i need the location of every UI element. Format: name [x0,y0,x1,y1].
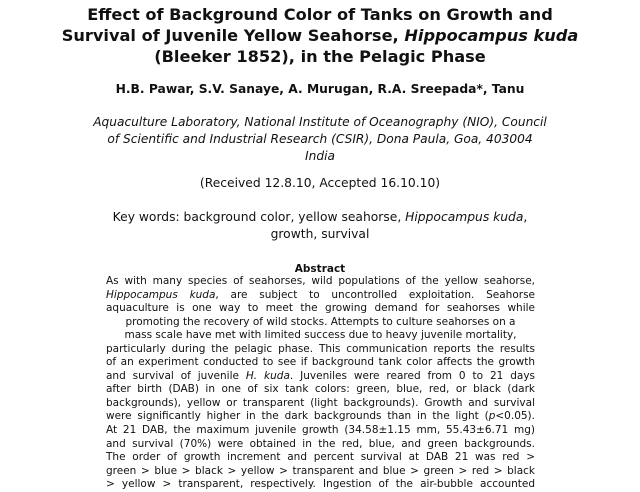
abstract-line: of an experiment conducted to see if background tank color affects the growth [106,356,535,369]
keywords-species: Hippocampus kuda [405,210,524,224]
affiliation-line-2: of Scientific and Industrial Research (CSIR), Dona Paula, Goa, 403004 [107,132,533,146]
abstract-species: Hippocampus kuda [106,288,216,301]
keywords-line-1 [40,209,600,226]
title-line-2 [40,25,600,46]
abstract-line: The order of growth increment and percent survival at DAB 21 was red > [106,451,535,464]
title-line-3: (Bleeker 1852), in the Pelagic Phase [154,47,486,66]
abstract-line: green > blue > black > yellow > transparent and blue > green > red > black [106,464,535,477]
abstract-body [106,275,535,492]
title-line-1: Effect of Background Color of Tanks on Growth and [87,5,553,24]
author-list: H.B. Pawar, S.V. Sanaye, A. Murugan, R.A. Sreepada*, Tanu [115,82,525,96]
abstract-line [106,410,535,424]
title-line-2-text: Survival of Juvenile Yellow Seahorse, [61,26,405,45]
affiliation [40,114,600,165]
received-accepted-dates: (Received 12.8.10, Accepted 16.10.10) [199,176,441,190]
keywords-text: Key words: background color, yellow seahorse, [112,210,406,224]
abstract-line: and survival (70%) were obtained in the red, blue, and green backgrounds. [106,437,535,450]
abstract-line: > yellow > transparent, respectively. Ingestion of the air-bubble accounted [106,478,535,491]
affiliation-line-3: India [305,149,335,163]
keywords [40,209,600,243]
affiliation-line-1: Aquaculture Laboratory, National Institute of Oceanography (NIO), Council [93,115,547,129]
abstract-text: and survival of juvenile [106,369,246,382]
abstract-text: , are subject to uncontrolled exploitation. Seahorse [215,288,535,301]
keywords-comma: , [523,210,528,224]
abstract-line: aquaculture is one way to meet the growing demand for seahorses while [106,302,535,315]
abstract-text: <0.05). [495,410,535,423]
abstract-line: As with many species of seahorses, wild populations of the yellow seahorse, [106,275,535,287]
abstract-line [106,370,535,384]
abstract-line: particularly during the pelagic phase. This communication reports the results [106,342,535,355]
abstract-text: . Juveniles were reared from 0 to 21 days [289,369,536,382]
paper-title [40,4,600,67]
abstract-p-value: p [488,410,496,423]
abstract-line: after birth (DAB) in one of six tank colors: green, blue, red, or black (dark [106,383,535,396]
abstract-line: mass scale have met with limited success due to heavy juvenile mortality, [124,329,517,342]
title-species-name: Hippocampus kuda [404,26,579,45]
abstract-text: were significantly higher in the dark backgrounds than in the light ( [106,410,489,423]
abstract-line: promoting the recovery of wild stocks. Attempts to culture seahorses on a [125,315,516,328]
abstract-species: H. kuda [245,369,290,382]
abstract-line: At 21 DAB, the maximum juvenile growth (34.58±1.15 mm, 55.43±6.71 mg) [106,424,535,437]
abstract-line: backgrounds), yellow or transparent (light backgrounds). Growth and survival [106,396,535,409]
abstract-line [106,289,535,303]
abstract-heading: Abstract [294,263,346,275]
keywords-line-2: growth, survival [270,227,370,241]
